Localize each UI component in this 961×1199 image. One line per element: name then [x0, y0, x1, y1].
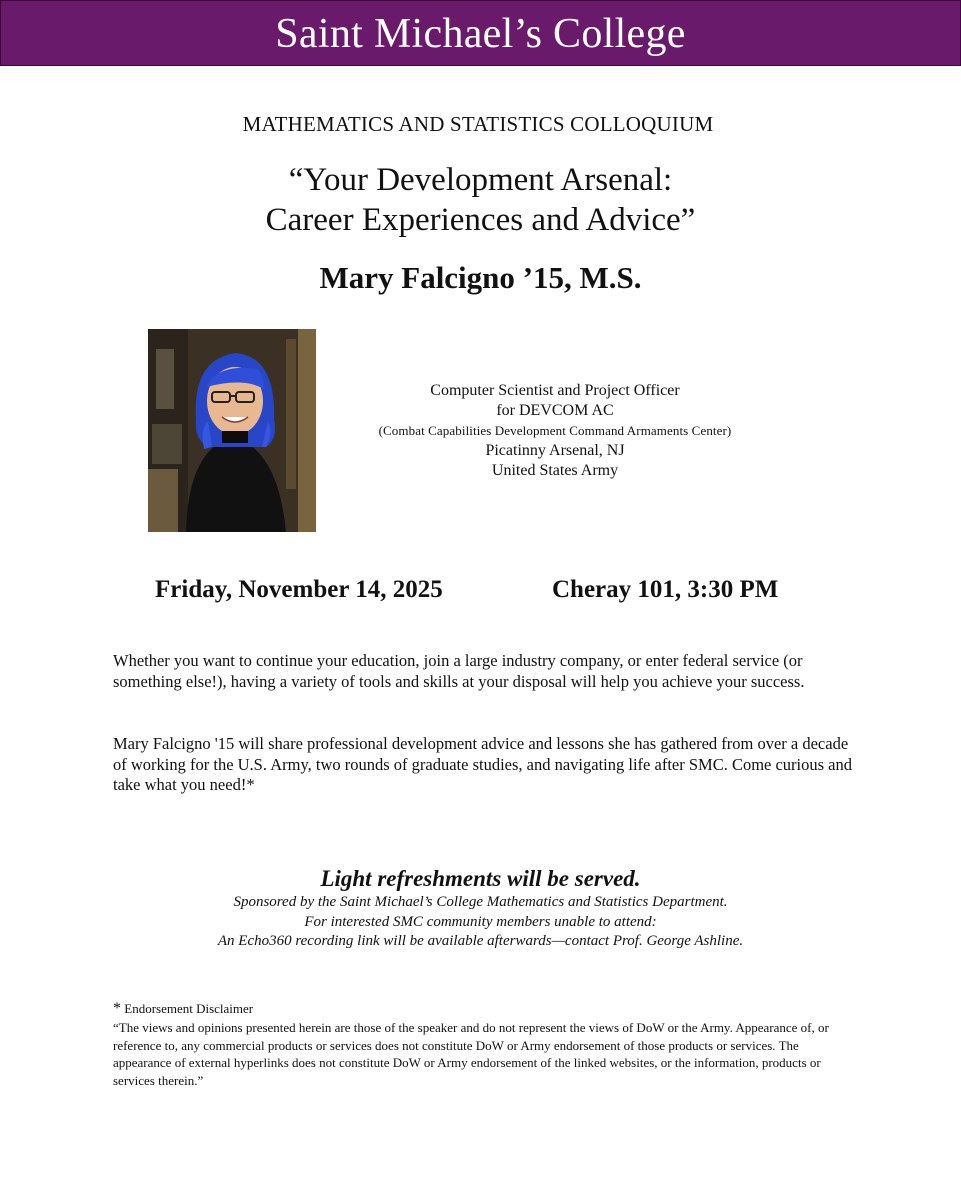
college-name: Saint Michael’s College	[275, 11, 686, 57]
sponsor-block	[0, 893, 961, 952]
sponsor-line-2: For interested SMC community members unable to attend:	[304, 913, 657, 930]
disclaimer-heading	[113, 1000, 253, 1018]
speaker-photo	[148, 329, 316, 532]
refreshments-notice: Light refreshments will be served.	[320, 866, 641, 891]
disclaimer-text: “The views and opinions presented herein are those of the speaker and do not represent the views of DoW or the Army. Appearance of, or reference to, any commercial products or services does not constitute DoW or Army endorsement of those products or services. The appearance of external hyperlinks does not constitute DoW or Army endorsement of the linked websites, or the information, products or services therein.”	[113, 1020, 829, 1088]
abstract-paragraph-1: Whether you want to continue your education, join a large industry company, or enter federal service (or something else!), having a variety of tools and skills at your disposal will help you achieve your success.	[113, 651, 805, 691]
asterisk-marker: *	[113, 1000, 121, 1017]
colloquium-series: MATHEMATICS AND STATISTICS COLLOQUIUM	[242, 112, 714, 136]
speaker-employer: United States Army	[491, 462, 619, 479]
talk-title	[0, 160, 961, 240]
speaker-org-expanded: (Combat Capabilities Development Command Armaments Center)	[378, 423, 732, 438]
event-place-time: Cheray 101, 3:30 PM	[552, 576, 779, 603]
event-date: Friday, November 14, 2025	[155, 576, 443, 603]
speaker-location: Picatinny Arsenal, NJ	[485, 442, 625, 459]
speaker-role-org: for DEVCOM AC	[496, 402, 614, 419]
talk-title-line1: “Your Development Arsenal:	[288, 162, 673, 198]
abstract-paragraph-2: Mary Falcigno '15 will share professional development advice and lessons she has gathered from over a decade of working for the U.S. Army, two rounds of graduate studies, and navigating life after SMC. Come curious and take what you need!*	[113, 734, 853, 794]
talk-title-line2: Career Experiences and Advice”	[265, 202, 696, 238]
speaker-portrait-image	[148, 329, 316, 532]
sponsor-line-1: Sponsored by the Saint Michael’s College Mathematics and Statistics Department.	[233, 894, 728, 910]
speaker-role: Computer Scientist and Project Officer	[430, 382, 680, 399]
speaker-name: Mary Falcigno ’15, M.S.	[319, 260, 642, 295]
college-banner	[0, 0, 961, 66]
sponsor-line-3: An Echo360 recording link will be available afterwards—contact Prof. George Ashline.	[217, 933, 744, 949]
disclaimer-title: Endorsement Disclaimer	[124, 1001, 254, 1016]
speaker-affiliation	[330, 381, 780, 481]
